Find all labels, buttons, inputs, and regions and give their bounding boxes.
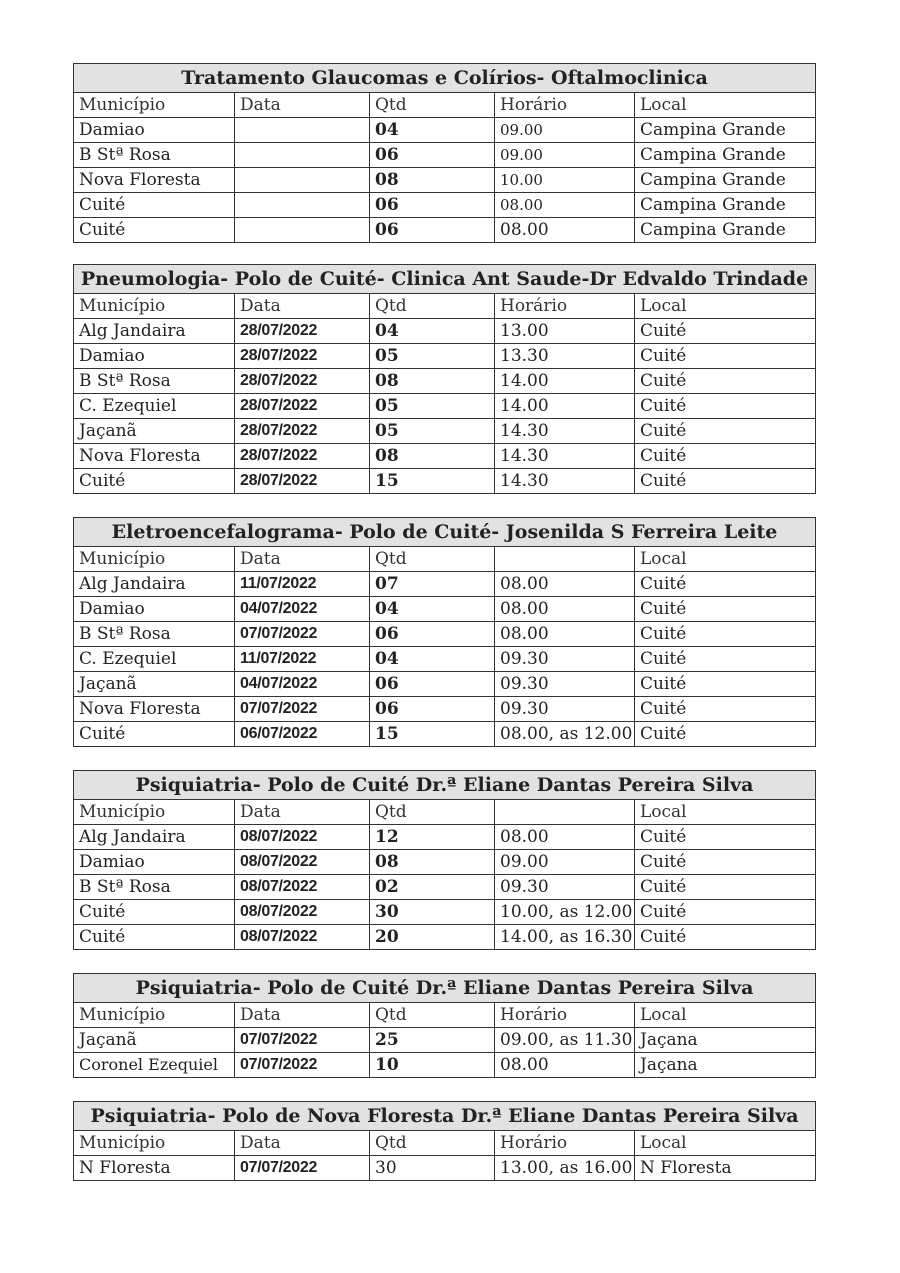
cell-data: 11/07/2022 <box>235 647 370 672</box>
cell-horario: 08.00 <box>495 597 635 622</box>
cell-municipio: Alg Jandaira <box>74 825 235 850</box>
cell-qtd: 25 <box>370 1028 495 1053</box>
cell-horario: 09.30 <box>495 875 635 900</box>
cell-municipio: Damiao <box>74 850 235 875</box>
cell-qtd: 08 <box>370 369 495 394</box>
cell-data: 08/07/2022 <box>235 850 370 875</box>
cell-data: 07/07/2022 <box>235 1053 370 1078</box>
table-title: Pneumologia- Polo de Cuité- Clinica Ant Saude-Dr Edvaldo Trindade <box>74 265 816 294</box>
cell-horario: 14.30 <box>495 444 635 469</box>
cell-horario: 13.00, as 16.00 <box>495 1156 635 1181</box>
cell-municipio: B Stª Rosa <box>74 143 235 168</box>
cell-qtd: 05 <box>370 344 495 369</box>
cell-qtd: 04 <box>370 647 495 672</box>
table-row <box>74 572 816 597</box>
cell-municipio: C. Ezequiel <box>74 647 235 672</box>
col-header-municipio: Município <box>74 294 235 319</box>
table-row <box>74 900 816 925</box>
cell-local: Campina Grande <box>635 143 816 168</box>
table-row <box>74 469 816 494</box>
cell-data: 04/07/2022 <box>235 672 370 697</box>
cell-municipio: Alg Jandaira <box>74 319 235 344</box>
cell-data <box>235 118 370 143</box>
cell-municipio: Cuité <box>74 193 235 218</box>
cell-local: Cuité <box>635 319 816 344</box>
cell-data: 28/07/2022 <box>235 369 370 394</box>
table-title: Eletroencefalograma- Polo de Cuité- Josenilda S Ferreira Leite <box>74 518 816 547</box>
cell-qtd: 05 <box>370 394 495 419</box>
cell-data: 07/07/2022 <box>235 1156 370 1181</box>
col-header-municipio: Município <box>74 800 235 825</box>
cell-horario: 08.00 <box>495 572 635 597</box>
cell-municipio: Cuité <box>74 218 235 243</box>
cell-municipio: Cuité <box>74 900 235 925</box>
cell-municipio: N Floresta <box>74 1156 235 1181</box>
cell-qtd: 08 <box>370 444 495 469</box>
cell-data: 08/07/2022 <box>235 900 370 925</box>
table-row <box>74 193 816 218</box>
cell-horario: 09.00 <box>495 850 635 875</box>
cell-data: 28/07/2022 <box>235 394 370 419</box>
cell-qtd: 02 <box>370 875 495 900</box>
cell-data: 11/07/2022 <box>235 572 370 597</box>
cell-qtd: 05 <box>370 419 495 444</box>
col-header-horario <box>495 800 635 825</box>
table-pneumologia <box>73 264 816 494</box>
cell-data: 04/07/2022 <box>235 597 370 622</box>
cell-qtd: 07 <box>370 572 495 597</box>
table-row <box>74 850 816 875</box>
cell-horario: 08.00 <box>495 218 635 243</box>
cell-qtd: 08 <box>370 850 495 875</box>
table-psiquiatria-cuite-1 <box>73 770 816 950</box>
cell-local: N Floresta <box>635 1156 816 1181</box>
cell-municipio: B Stª Rosa <box>74 875 235 900</box>
table-row <box>74 622 816 647</box>
col-header-qtd: Qtd <box>370 1131 495 1156</box>
cell-qtd: 06 <box>370 622 495 647</box>
cell-data: 07/07/2022 <box>235 697 370 722</box>
col-header-qtd: Qtd <box>370 547 495 572</box>
cell-local: Cuité <box>635 875 816 900</box>
cell-data: 06/07/2022 <box>235 722 370 747</box>
cell-local: Cuité <box>635 850 816 875</box>
table-row <box>74 597 816 622</box>
table-eletroencefalograma <box>73 517 816 747</box>
col-header-horario: Horário <box>495 93 635 118</box>
cell-local: Campina Grande <box>635 168 816 193</box>
cell-municipio: Nova Floresta <box>74 444 235 469</box>
col-header-municipio: Município <box>74 1131 235 1156</box>
header-row <box>74 800 816 825</box>
cell-data <box>235 143 370 168</box>
cell-local: Campina Grande <box>635 218 816 243</box>
table-row <box>74 825 816 850</box>
cell-municipio: C. Ezequiel <box>74 394 235 419</box>
cell-data: 28/07/2022 <box>235 419 370 444</box>
cell-local: Cuité <box>635 647 816 672</box>
cell-municipio: Cuité <box>74 722 235 747</box>
cell-qtd: 30 <box>370 900 495 925</box>
col-header-qtd: Qtd <box>370 1003 495 1028</box>
cell-qtd: 06 <box>370 143 495 168</box>
col-header-qtd: Qtd <box>370 800 495 825</box>
table-title: Psiquiatria- Polo de Cuité Dr.ª Eliane Dantas Pereira Silva <box>74 771 816 800</box>
cell-local: Cuité <box>635 419 816 444</box>
cell-horario: 14.30 <box>495 419 635 444</box>
cell-qtd: 12 <box>370 825 495 850</box>
cell-municipio: Coronel Ezequiel <box>74 1053 235 1078</box>
cell-data: 28/07/2022 <box>235 344 370 369</box>
table-row <box>74 369 816 394</box>
col-header-local: Local <box>635 1003 816 1028</box>
table-row <box>74 319 816 344</box>
table-row <box>74 168 816 193</box>
col-header-municipio: Município <box>74 93 235 118</box>
header-row <box>74 1131 816 1156</box>
cell-horario: 14.00 <box>495 369 635 394</box>
col-header-local: Local <box>635 1131 816 1156</box>
table-title: Psiquiatria- Polo de Cuité Dr.ª Eliane Dantas Pereira Silva <box>74 974 816 1003</box>
cell-qtd: 06 <box>370 672 495 697</box>
table-row <box>74 647 816 672</box>
header-row <box>74 1003 816 1028</box>
cell-horario: 09.00 <box>495 118 635 143</box>
cell-local: Cuité <box>635 597 816 622</box>
col-header-municipio: Município <box>74 1003 235 1028</box>
cell-municipio: Jaçanã <box>74 1028 235 1053</box>
col-header-data: Data <box>235 294 370 319</box>
cell-local: Cuité <box>635 394 816 419</box>
table-row <box>74 722 816 747</box>
cell-horario: 13.00 <box>495 319 635 344</box>
table-row <box>74 672 816 697</box>
cell-local: Jaçana <box>635 1028 816 1053</box>
cell-local: Cuité <box>635 672 816 697</box>
cell-horario: 08.00 <box>495 825 635 850</box>
col-header-horario: Horário <box>495 1003 635 1028</box>
table-title: Tratamento Glaucomas e Colírios- Oftalmoclinica <box>74 64 816 93</box>
table-row <box>74 218 816 243</box>
cell-local: Cuité <box>635 572 816 597</box>
table-psiquiatria-nova-floresta <box>73 1101 816 1181</box>
table-row <box>74 1028 816 1053</box>
cell-data: 08/07/2022 <box>235 925 370 950</box>
cell-data: 28/07/2022 <box>235 444 370 469</box>
cell-horario: 14.30 <box>495 469 635 494</box>
table-row <box>74 143 816 168</box>
cell-horario: 08.00 <box>495 622 635 647</box>
cell-qtd: 20 <box>370 925 495 950</box>
col-header-horario: Horário <box>495 1131 635 1156</box>
cell-municipio: Cuité <box>74 925 235 950</box>
cell-municipio: Damiao <box>74 597 235 622</box>
col-header-municipio: Município <box>74 547 235 572</box>
cell-horario: 09.00 <box>495 143 635 168</box>
cell-horario: 08.00 <box>495 1053 635 1078</box>
cell-data: 08/07/2022 <box>235 825 370 850</box>
cell-data <box>235 193 370 218</box>
cell-local: Cuité <box>635 344 816 369</box>
table-row <box>74 925 816 950</box>
cell-qtd: 04 <box>370 319 495 344</box>
cell-horario: 09.00, as 11.30 <box>495 1028 635 1053</box>
cell-qtd: 15 <box>370 469 495 494</box>
cell-qtd: 04 <box>370 118 495 143</box>
col-header-data: Data <box>235 1003 370 1028</box>
cell-data <box>235 168 370 193</box>
table-psiquiatria-cuite-2 <box>73 973 816 1078</box>
cell-data: 08/07/2022 <box>235 875 370 900</box>
cell-municipio: Alg Jandaira <box>74 572 235 597</box>
cell-qtd: 06 <box>370 193 495 218</box>
col-header-local: Local <box>635 800 816 825</box>
cell-horario: 09.30 <box>495 697 635 722</box>
table-row <box>74 1156 816 1181</box>
cell-horario: 08.00, as 12.00 <box>495 722 635 747</box>
col-header-qtd: Qtd <box>370 93 495 118</box>
cell-local: Campina Grande <box>635 118 816 143</box>
col-header-data: Data <box>235 547 370 572</box>
cell-municipio: Jaçanã <box>74 419 235 444</box>
col-header-horario <box>495 547 635 572</box>
table-glaucoma <box>73 63 816 243</box>
cell-municipio: Nova Floresta <box>74 168 235 193</box>
cell-municipio: B Stª Rosa <box>74 369 235 394</box>
cell-qtd: 30 <box>370 1156 495 1181</box>
cell-local: Cuité <box>635 825 816 850</box>
cell-qtd: 08 <box>370 168 495 193</box>
header-row <box>74 547 816 572</box>
table-row <box>74 118 816 143</box>
cell-horario: 14.00, as 16.30 <box>495 925 635 950</box>
col-header-local: Local <box>635 93 816 118</box>
table-row <box>74 419 816 444</box>
cell-horario: 10.00, as 12.00 <box>495 900 635 925</box>
cell-local: Jaçana <box>635 1053 816 1078</box>
table-row <box>74 697 816 722</box>
table-row <box>74 344 816 369</box>
cell-local: Campina Grande <box>635 193 816 218</box>
table-row <box>74 1053 816 1078</box>
col-header-data: Data <box>235 800 370 825</box>
cell-municipio: Jaçanã <box>74 672 235 697</box>
cell-qtd: 10 <box>370 1053 495 1078</box>
table-title: Psiquiatria- Polo de Nova Floresta Dr.ª Eliane Dantas Pereira Silva <box>74 1102 816 1131</box>
cell-municipio: Cuité <box>74 469 235 494</box>
cell-municipio: Damiao <box>74 344 235 369</box>
cell-local: Cuité <box>635 444 816 469</box>
cell-local: Cuité <box>635 469 816 494</box>
cell-qtd: 06 <box>370 218 495 243</box>
cell-qtd: 04 <box>370 597 495 622</box>
cell-municipio: B Stª Rosa <box>74 622 235 647</box>
cell-horario: 08.00 <box>495 193 635 218</box>
cell-data <box>235 218 370 243</box>
cell-horario: 10.00 <box>495 168 635 193</box>
cell-local: Cuité <box>635 722 816 747</box>
cell-municipio: Nova Floresta <box>74 697 235 722</box>
table-row <box>74 875 816 900</box>
cell-municipio: Damiao <box>74 118 235 143</box>
col-header-data: Data <box>235 1131 370 1156</box>
cell-local: Cuité <box>635 925 816 950</box>
cell-horario: 14.00 <box>495 394 635 419</box>
col-header-qtd: Qtd <box>370 294 495 319</box>
header-row <box>74 93 816 118</box>
table-row <box>74 444 816 469</box>
header-row <box>74 294 816 319</box>
cell-local: Cuité <box>635 900 816 925</box>
cell-local: Cuité <box>635 369 816 394</box>
col-header-horario: Horário <box>495 294 635 319</box>
cell-qtd: 06 <box>370 697 495 722</box>
col-header-local: Local <box>635 294 816 319</box>
cell-horario: 09.30 <box>495 647 635 672</box>
cell-qtd: 15 <box>370 722 495 747</box>
cell-local: Cuité <box>635 697 816 722</box>
cell-local: Cuité <box>635 622 816 647</box>
cell-data: 07/07/2022 <box>235 1028 370 1053</box>
cell-data: 28/07/2022 <box>235 469 370 494</box>
col-header-data: Data <box>235 93 370 118</box>
col-header-local: Local <box>635 547 816 572</box>
cell-horario: 13.30 <box>495 344 635 369</box>
cell-data: 28/07/2022 <box>235 319 370 344</box>
cell-data: 07/07/2022 <box>235 622 370 647</box>
cell-horario: 09.30 <box>495 672 635 697</box>
table-row <box>74 394 816 419</box>
